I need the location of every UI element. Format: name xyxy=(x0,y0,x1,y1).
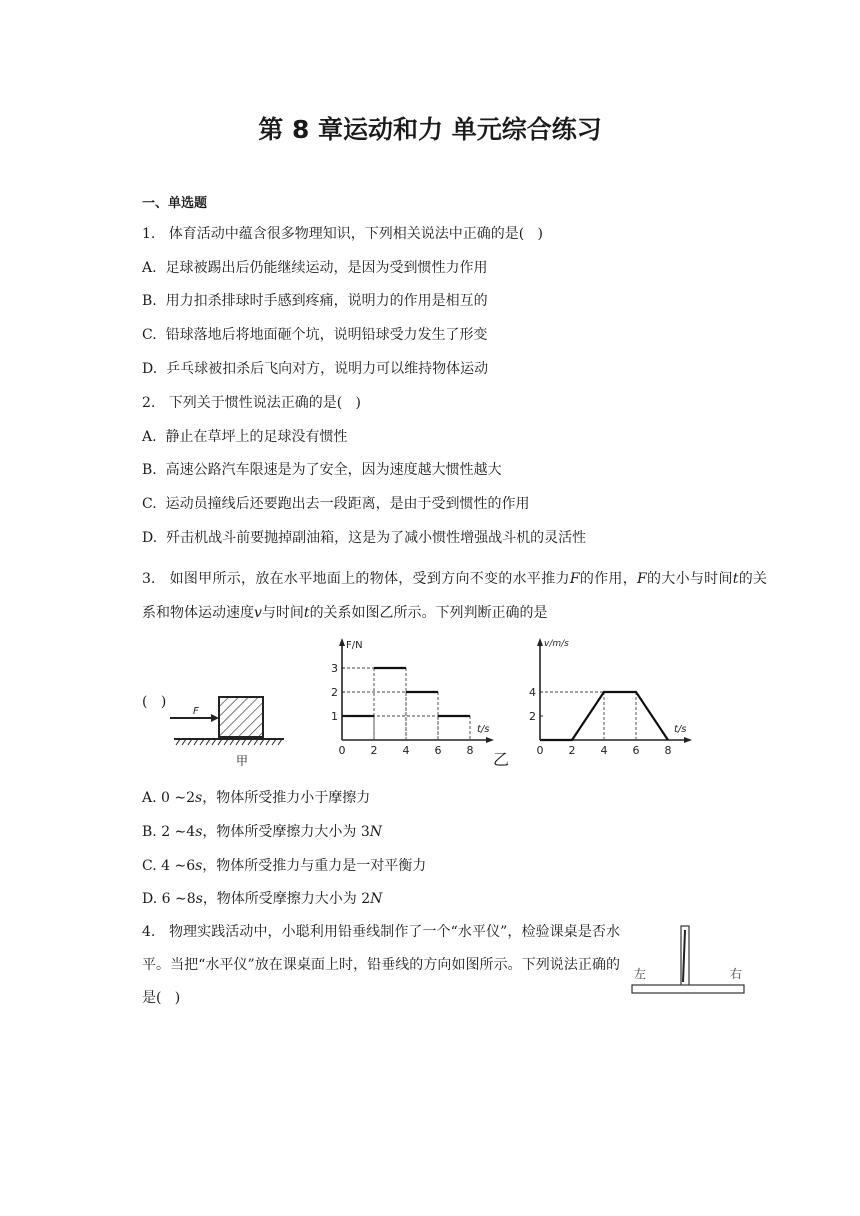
question-3-option-d: D. 6 ∼8s，物体所受摩擦力大小为 2N xyxy=(142,891,383,907)
vt-x-tick-label: 2 xyxy=(568,744,576,757)
ft-y-ticks xyxy=(331,662,345,723)
block xyxy=(219,697,263,737)
ft-x-ticks xyxy=(339,744,474,757)
question-2-option-d: D. 歼击机战斗前要抛掉副油箱，这是为了减小惯性增强战斗机的灵活性 xyxy=(142,530,587,546)
ft-y-label: F/N xyxy=(346,640,363,651)
left-label: 左 xyxy=(634,967,647,981)
question-2-option-c: C. 运动员撞线后还要跑出去一段距离，是由于受到惯性的作用 xyxy=(142,496,530,512)
figure-jia-label: 甲 xyxy=(236,754,249,768)
ft-guides xyxy=(342,668,470,740)
ft-y-tick-label: 1 xyxy=(331,710,338,723)
chart-force-time xyxy=(322,630,507,760)
right-label: 右 xyxy=(730,967,743,981)
page-title: 第 8 章运动和力 单元综合练习 xyxy=(258,115,602,144)
vt-x-ticks xyxy=(537,744,672,757)
vt-y-ticks xyxy=(529,686,543,723)
figure-jia xyxy=(166,690,291,772)
vt-x-tick-label: 0 xyxy=(536,744,544,757)
question-3-stem: 3. 如图甲所示，放在水平地面上的物体，受到方向不变的水平推力F的作用，F的大小与时间t的关系和物体运动速度v与时间t的关系如图乙所示。下列判断正确的是 xyxy=(142,571,768,621)
ft-y-tick-label: 2 xyxy=(331,686,338,699)
question-2-option-b: B. 高速公路汽车限速是为了安全，因为速度越大惯性越大 xyxy=(142,462,502,478)
ft-x-tick-label: 0 xyxy=(338,744,346,757)
ft-x-tick-label: 8 xyxy=(466,744,474,757)
question-3-option-b: B. 2 ∼4s，物体所受摩擦力大小为 3N xyxy=(142,824,382,840)
question-2-stem: 2. 下列关于惯性说法正确的是( ) xyxy=(142,395,361,411)
vt-y-label: v/m/s xyxy=(544,639,569,649)
vt-y-tick-label: 2 xyxy=(529,710,536,723)
question-1-option-b: B. 用力扣杀排球时手感到疼痛，说明力的作用是相互的 xyxy=(142,293,488,309)
question-1-option-d: D. 乒乓球被扣杀后飞向对方，说明力可以维持物体运动 xyxy=(142,361,489,377)
ft-x-label: t/s xyxy=(477,724,490,735)
question-2-option-a: A. 静止在草坪上的足球没有惯性 xyxy=(142,429,348,445)
question-1-option-c: C. 铅球落地后将地面砸个坑，说明铅球受力发生了形变 xyxy=(142,327,488,343)
figure-level xyxy=(626,922,750,998)
vt-x-tick-label: 4 xyxy=(600,744,608,757)
question-3-option-c: C. 4 ∼6s，物体所受推力与重力是一对平衡力 xyxy=(142,858,427,874)
ft-y-tick-label: 3 xyxy=(331,662,338,675)
question-1-option-a: A. 足球被踢出后仍能继续运动，是因为受到惯性力作用 xyxy=(142,260,488,276)
section-heading: 一、单选题 xyxy=(142,196,208,211)
question-4-text: 4. 物理实践活动中，小聪利用铅垂线制作了一个“水平仪”，检验课桌是否水平。当把“水平仪”放在课桌面上时，铅垂线的方向如图所示。下列说法正确的是( ) xyxy=(142,924,620,1006)
force-label: F xyxy=(193,706,199,717)
ft-x-tick-label: 4 xyxy=(402,744,410,757)
question-1-stem: 1. 体育活动中蕴含很多物理知识，下列相关说法中正确的是( ) xyxy=(142,226,543,242)
ft-x-tick-label: 2 xyxy=(370,744,378,757)
vt-x-tick-label: 6 xyxy=(632,744,640,757)
desk-top xyxy=(632,985,744,993)
question-3-option-a: A. 0 ∼2s，物体所受推力小于摩擦力 xyxy=(142,790,371,806)
vt-x-label: t/s xyxy=(674,724,687,735)
question-3-paren: ( ) xyxy=(142,694,167,710)
chart-velocity-time xyxy=(522,630,702,760)
vt-x-tick-label: 8 xyxy=(664,744,672,757)
ft-x-tick-label: 6 xyxy=(434,744,442,757)
vt-y-tick-label: 4 xyxy=(529,686,536,699)
figure-yi-label: 乙 xyxy=(493,750,510,769)
